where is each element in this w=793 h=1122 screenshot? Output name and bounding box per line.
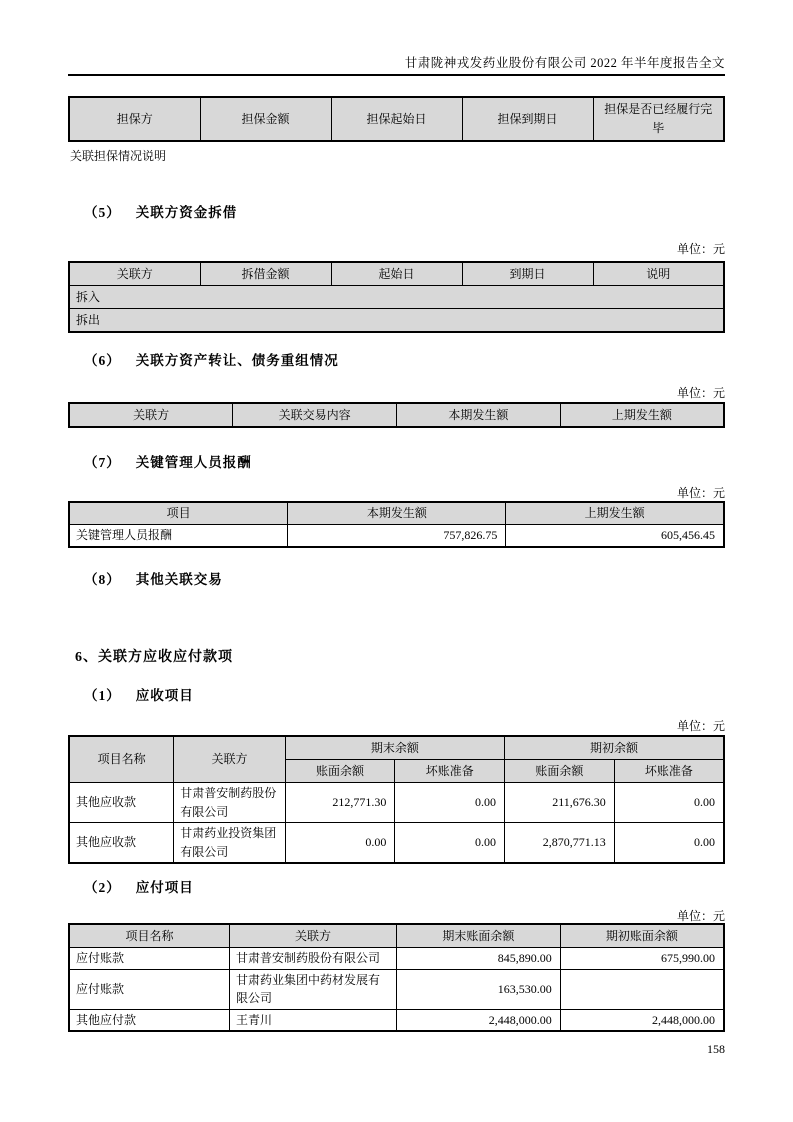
table-header-row bbox=[69, 262, 724, 286]
end-bad-debt: 0.00 bbox=[395, 783, 505, 823]
section-8-title: 其他关联交易 bbox=[135, 572, 223, 587]
table-row bbox=[69, 525, 724, 548]
col-end-date: 到期日 bbox=[462, 262, 593, 286]
receivable-title: 应收项目 bbox=[135, 688, 194, 703]
col-prior-amount: 上期发生额 bbox=[506, 502, 724, 525]
col-guarantee-amount: 担保金额 bbox=[200, 97, 331, 141]
page-number: 158 bbox=[707, 1042, 725, 1056]
table-row bbox=[69, 1009, 724, 1031]
col-guarantee-start: 担保起始日 bbox=[331, 97, 462, 141]
table-row bbox=[69, 823, 724, 864]
col-guarantee-fulfilled: 担保是否已经履行完毕 bbox=[593, 97, 724, 141]
document-header-title: 甘肃陇神戎发药业股份有限公司 2022 年半年度报告全文 bbox=[404, 56, 725, 70]
related-party: 甘肃药业集团中药材发展有限公司 bbox=[229, 969, 396, 1009]
col-transaction-content: 关联交易内容 bbox=[233, 403, 397, 427]
section-7-heading bbox=[84, 451, 252, 471]
col-item-name: 项目名称 bbox=[69, 736, 174, 783]
section-6-heading bbox=[84, 349, 339, 369]
related-party: 甘肃普安制药股份有限公司 bbox=[174, 783, 285, 823]
fund-lending-table bbox=[68, 261, 725, 333]
item-name: 其他应收款 bbox=[69, 823, 174, 864]
section-8-number: （8） bbox=[84, 572, 121, 587]
item-name: 其他应付款 bbox=[69, 1009, 229, 1031]
unit-label: 单位：元 bbox=[676, 719, 725, 733]
payable-heading bbox=[84, 876, 194, 896]
guarantee-table bbox=[68, 96, 725, 142]
section-7-number: （7） bbox=[84, 455, 121, 470]
payable-title: 应付项目 bbox=[135, 880, 194, 895]
table-row-borrow-in bbox=[69, 286, 724, 309]
beginning-balance: 675,990.00 bbox=[560, 948, 724, 970]
unit-label: 单位：元 bbox=[676, 486, 725, 500]
key-management-compensation-table bbox=[68, 501, 725, 548]
col-beginning-book-balance: 期初账面余额 bbox=[560, 924, 724, 948]
asset-transfer-table bbox=[68, 402, 725, 428]
borrow-in-label: 拆入 bbox=[69, 286, 724, 309]
unit-label: 单位：元 bbox=[676, 386, 725, 400]
compensation-prior: 605,456.45 bbox=[506, 525, 724, 548]
ending-balance: 845,890.00 bbox=[396, 948, 560, 970]
related-party: 甘肃药业投资集团有限公司 bbox=[174, 823, 285, 864]
col-bad-debt-begin: 坏账准备 bbox=[614, 760, 724, 783]
ending-balance: 163,530.00 bbox=[396, 969, 560, 1009]
group-beginning-balance: 期初余额 bbox=[505, 736, 724, 760]
section-6-title: 关联方资产转让、债务重组情况 bbox=[135, 353, 339, 368]
compensation-item: 关键管理人员报酬 bbox=[69, 525, 288, 548]
section-5-number: （5） bbox=[84, 205, 121, 220]
lend-out-label: 拆出 bbox=[69, 309, 724, 333]
item-name: 其他应收款 bbox=[69, 783, 174, 823]
col-current-amount: 本期发生额 bbox=[397, 403, 561, 427]
section-8-heading bbox=[84, 568, 223, 588]
col-related-party: 关联方 bbox=[69, 403, 233, 427]
beginning-balance bbox=[560, 969, 724, 1009]
end-bad-debt: 0.00 bbox=[395, 823, 505, 864]
guarantee-note: 关联担保情况说明 bbox=[70, 149, 167, 163]
table-header-row bbox=[69, 97, 724, 141]
col-book-balance-end: 账面余额 bbox=[285, 760, 395, 783]
table-row-lend-out bbox=[69, 309, 724, 333]
payable-number: （2） bbox=[84, 880, 121, 895]
col-related-party: 关联方 bbox=[69, 262, 200, 286]
header-rule bbox=[68, 74, 725, 76]
section-5-title: 关联方资金拆借 bbox=[135, 205, 238, 220]
table-header-row bbox=[69, 736, 724, 760]
begin-book-balance: 211,676.30 bbox=[505, 783, 615, 823]
related-party: 甘肃普安制药股份有限公司 bbox=[229, 948, 396, 970]
table-header-row bbox=[69, 403, 724, 427]
item-name: 应付账款 bbox=[69, 948, 229, 970]
begin-bad-debt: 0.00 bbox=[614, 783, 724, 823]
begin-book-balance: 2,870,771.13 bbox=[505, 823, 615, 864]
col-related-party: 关联方 bbox=[174, 736, 285, 783]
section-6-number: （6） bbox=[84, 353, 121, 368]
col-current-amount: 本期发生额 bbox=[288, 502, 506, 525]
group-ending-balance: 期末余额 bbox=[285, 736, 504, 760]
table-header-row bbox=[69, 502, 724, 525]
unit-label: 单位：元 bbox=[676, 242, 725, 256]
table-header-row bbox=[69, 924, 724, 948]
col-guarantor: 担保方 bbox=[69, 97, 200, 141]
col-item: 项目 bbox=[69, 502, 288, 525]
col-lending-amount: 拆借金额 bbox=[200, 262, 331, 286]
receivable-number: （1） bbox=[84, 688, 121, 703]
section-7-title: 关键管理人员报酬 bbox=[135, 455, 252, 470]
col-book-balance-begin: 账面余额 bbox=[505, 760, 615, 783]
begin-bad-debt: 0.00 bbox=[614, 823, 724, 864]
col-ending-book-balance: 期末账面余额 bbox=[396, 924, 560, 948]
end-book-balance: 212,771.30 bbox=[285, 783, 395, 823]
col-bad-debt-end: 坏账准备 bbox=[395, 760, 505, 783]
section-receivable-payable-heading: 6、关联方应收应付款项 bbox=[75, 650, 233, 665]
col-related-party: 关联方 bbox=[229, 924, 396, 948]
item-name: 应付账款 bbox=[69, 969, 229, 1009]
end-book-balance: 0.00 bbox=[285, 823, 395, 864]
beginning-balance: 2,448,000.00 bbox=[560, 1009, 724, 1031]
col-item-name: 项目名称 bbox=[69, 924, 229, 948]
payables-table bbox=[68, 923, 725, 1032]
ending-balance: 2,448,000.00 bbox=[396, 1009, 560, 1031]
col-explanation: 说明 bbox=[593, 262, 724, 286]
compensation-current: 757,826.75 bbox=[288, 525, 506, 548]
col-prior-amount: 上期发生额 bbox=[560, 403, 724, 427]
receivables-table bbox=[68, 735, 725, 864]
table-row bbox=[69, 948, 724, 970]
section-5-heading bbox=[84, 201, 237, 221]
table-row bbox=[69, 969, 724, 1009]
col-start-date: 起始日 bbox=[331, 262, 462, 286]
related-party: 王青川 bbox=[229, 1009, 396, 1031]
receivable-heading bbox=[84, 684, 194, 704]
unit-label: 单位：元 bbox=[676, 909, 725, 923]
col-guarantee-end: 担保到期日 bbox=[462, 97, 593, 141]
table-row bbox=[69, 783, 724, 823]
